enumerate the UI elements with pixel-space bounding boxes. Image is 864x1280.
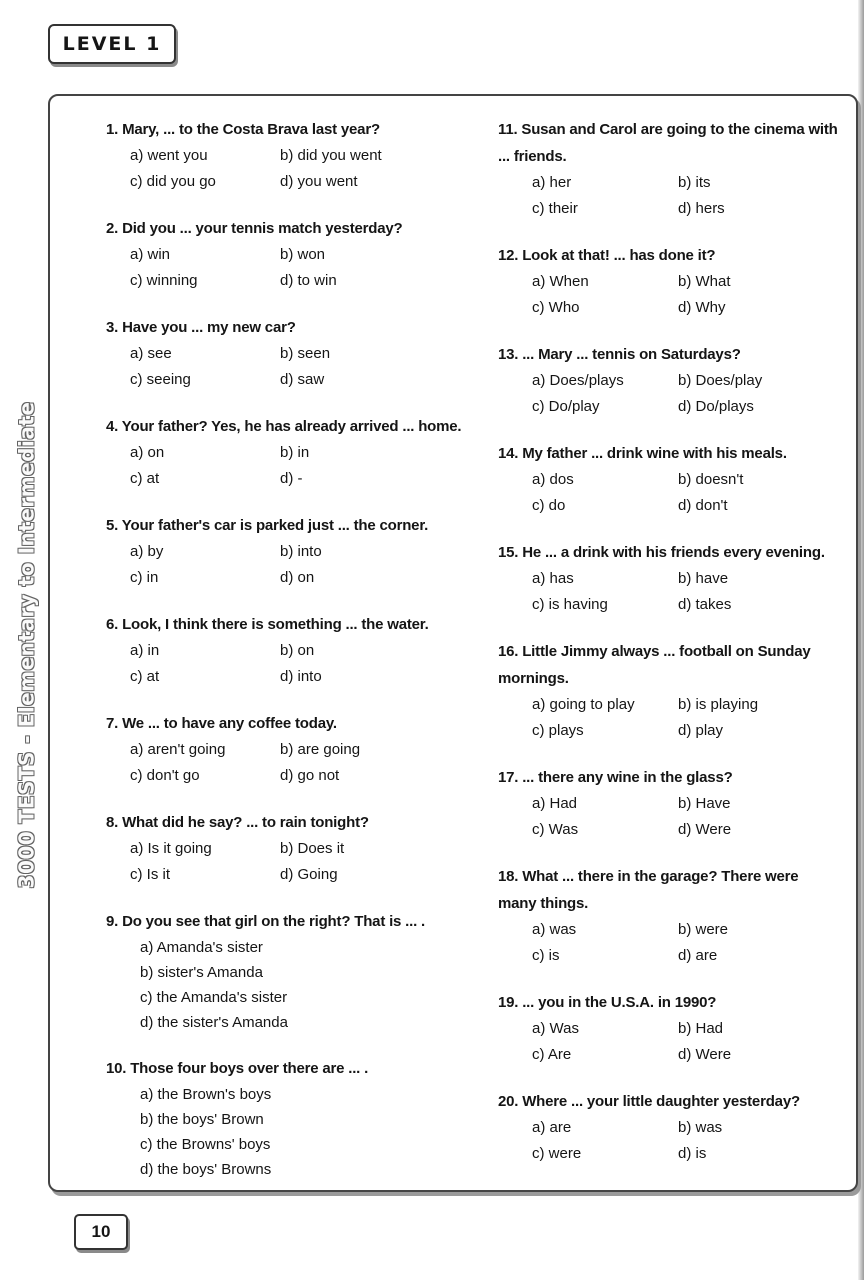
option-a: a) by — [130, 543, 164, 560]
option-b: b) won — [280, 246, 326, 263]
question-8 — [106, 809, 486, 888]
option-c: c) winning — [130, 272, 198, 289]
option-c: c) Was — [532, 821, 579, 838]
question-text: 1. Mary, ... to the Costa Brava last year? — [106, 121, 380, 138]
question-text: 16. Little Jimmy always ... football on Sunday mornings. — [498, 643, 811, 687]
spine-title — [14, 400, 38, 890]
option-a: a) going to play — [532, 696, 635, 713]
option-d: d) don't — [678, 497, 728, 514]
option-b: b) Have — [678, 795, 731, 812]
option-b: b) Does/play — [678, 372, 763, 389]
option-d: d) - — [280, 470, 303, 487]
option-d: d) to win — [280, 272, 337, 289]
question-text: 2. Did you ... your tennis match yesterday? — [106, 220, 403, 237]
option-a: a) Does/plays — [532, 372, 624, 389]
option-c: c) is having — [532, 596, 608, 613]
option-c: c) at — [130, 668, 160, 685]
option-c: c) did you go — [130, 173, 216, 190]
option-a: a) has — [532, 570, 574, 587]
option-c: c) the Amanda's sister — [140, 989, 288, 1006]
question-7 — [106, 710, 486, 789]
option-c: c) in — [130, 569, 159, 586]
option-b: b) were — [678, 921, 729, 938]
scan-edge-shadow — [858, 0, 864, 1280]
option-d: d) on — [280, 569, 315, 586]
option-b: b) the boys' Brown — [140, 1111, 264, 1128]
option-d: d) go not — [280, 767, 340, 784]
question-text: 9. Do you see that girl on the right? That is ... . — [106, 913, 425, 930]
option-a: a) Is it going — [130, 840, 212, 857]
option-c: c) do — [532, 497, 566, 514]
option-a: a) When — [532, 273, 589, 290]
question-text: 20. Where ... your little daughter yesterday? — [498, 1093, 800, 1110]
option-a: a) went you — [130, 147, 208, 164]
question-text: 3. Have you ... my new car? — [106, 319, 296, 336]
question-text: 14. My father ... drink wine with his meals. — [498, 445, 787, 462]
option-a: a) are — [532, 1119, 572, 1136]
question-text: 18. What ... there in the garage? There were many things. — [498, 868, 799, 912]
question-3 — [106, 314, 486, 393]
question-text: 11. Susan and Carol are going to the cinema with ... friends. — [498, 121, 838, 165]
question-text: 13. ... Mary ... tennis on Saturdays? — [498, 346, 741, 363]
option-b: b) is playing — [678, 696, 759, 713]
question-13 — [498, 341, 838, 420]
option-b: b) sister's Amanda — [140, 964, 263, 981]
option-a: a) see — [130, 345, 172, 362]
option-a: a) her — [532, 174, 572, 191]
option-b: b) did you went — [280, 147, 382, 164]
option-b: b) Does it — [280, 840, 345, 857]
question-text: 7. We ... to have any coffee today. — [106, 715, 337, 732]
option-d: d) the sister's Amanda — [140, 1014, 288, 1031]
question-text: 15. He ... a drink with his friends every evening. — [498, 544, 825, 561]
option-a: a) Had — [532, 795, 578, 812]
option-b: b) doesn't — [678, 471, 744, 488]
right-column — [498, 116, 838, 1187]
question-10 — [106, 1055, 486, 1182]
left-column — [106, 116, 486, 1202]
question-19 — [498, 989, 838, 1068]
option-a: a) on — [130, 444, 165, 461]
option-a: a) win — [130, 246, 171, 263]
question-text: 6. Look, I think there is something ... the water. — [106, 616, 429, 633]
option-a: a) the Brown's boys — [140, 1086, 272, 1103]
option-d: d) takes — [678, 596, 732, 613]
question-text: 12. Look at that! ... has done it? — [498, 247, 716, 264]
option-d: d) play — [678, 722, 724, 739]
option-a: a) dos — [532, 471, 574, 488]
option-a: a) Amanda's sister — [140, 939, 263, 956]
option-d: d) Do/plays — [678, 398, 754, 415]
option-a: a) Was — [532, 1020, 579, 1037]
question-18 — [498, 863, 838, 969]
option-d: d) into — [280, 668, 322, 685]
option-b: b) in — [280, 444, 310, 461]
level-label: LEVEL 1 — [48, 24, 176, 64]
option-b: b) Had — [678, 1020, 724, 1037]
question-20 — [498, 1088, 838, 1167]
option-d: d) the boys' Browns — [140, 1161, 272, 1178]
question-9 — [106, 908, 486, 1035]
question-4 — [106, 413, 486, 492]
question-text: 4. Your father? Yes, he has already arrived ... home. — [106, 418, 462, 435]
option-b: b) on — [280, 642, 315, 659]
option-d: d) are — [678, 947, 718, 964]
option-b: b) What — [678, 273, 731, 290]
question-text: 10. Those four boys over there are ... . — [106, 1060, 369, 1077]
option-a: a) in — [130, 642, 160, 659]
option-d: d) is — [678, 1145, 707, 1162]
page-number: 10 — [74, 1214, 128, 1250]
option-d: d) Were — [678, 821, 732, 838]
question-text: 5. Your father's car is parked just ... the corner. — [106, 517, 429, 534]
option-c: c) don't go — [130, 767, 200, 784]
option-c: c) the Browns' boys — [140, 1136, 271, 1153]
option-b: b) was — [678, 1119, 723, 1136]
question-12 — [498, 242, 838, 321]
option-b: b) seen — [280, 345, 331, 362]
option-b: b) its — [678, 174, 711, 191]
question-text: 17. ... there any wine in the glass? — [498, 769, 733, 786]
question-2 — [106, 215, 486, 294]
option-a: a) aren't going — [130, 741, 226, 758]
question-text: 19. ... you in the U.S.A. in 1990? — [498, 994, 717, 1011]
question-16 — [498, 638, 838, 744]
option-d: d) you went — [280, 173, 358, 190]
question-5 — [106, 512, 486, 591]
question-11 — [498, 116, 838, 222]
question-15 — [498, 539, 838, 618]
option-d: d) Were — [678, 1046, 732, 1063]
option-d: d) hers — [678, 200, 725, 217]
option-c: c) Is it — [130, 866, 170, 883]
question-text: 8. What did he say? ... to rain tonight? — [106, 814, 369, 831]
option-c: c) plays — [532, 722, 584, 739]
option-d: d) Why — [678, 299, 726, 316]
question-6 — [106, 611, 486, 690]
question-17 — [498, 764, 838, 843]
question-1 — [106, 116, 486, 195]
option-b: b) are going — [280, 741, 361, 758]
option-c: c) were — [532, 1145, 582, 1162]
option-b: b) have — [678, 570, 729, 587]
option-c: c) Who — [532, 299, 580, 316]
option-c: c) their — [532, 200, 578, 217]
option-a: a) was — [532, 921, 577, 938]
option-c: c) is — [532, 947, 560, 964]
option-d: d) saw — [280, 371, 325, 388]
option-d: d) Going — [280, 866, 338, 883]
spine-title-text: 3000 TESTS - Elementary to Intermediate — [14, 401, 39, 889]
option-b: b) into — [280, 543, 322, 560]
option-c: c) Do/play — [532, 398, 600, 415]
option-c: c) seeing — [130, 371, 191, 388]
option-c: c) at — [130, 470, 160, 487]
question-14 — [498, 440, 838, 519]
option-c: c) Are — [532, 1046, 572, 1063]
